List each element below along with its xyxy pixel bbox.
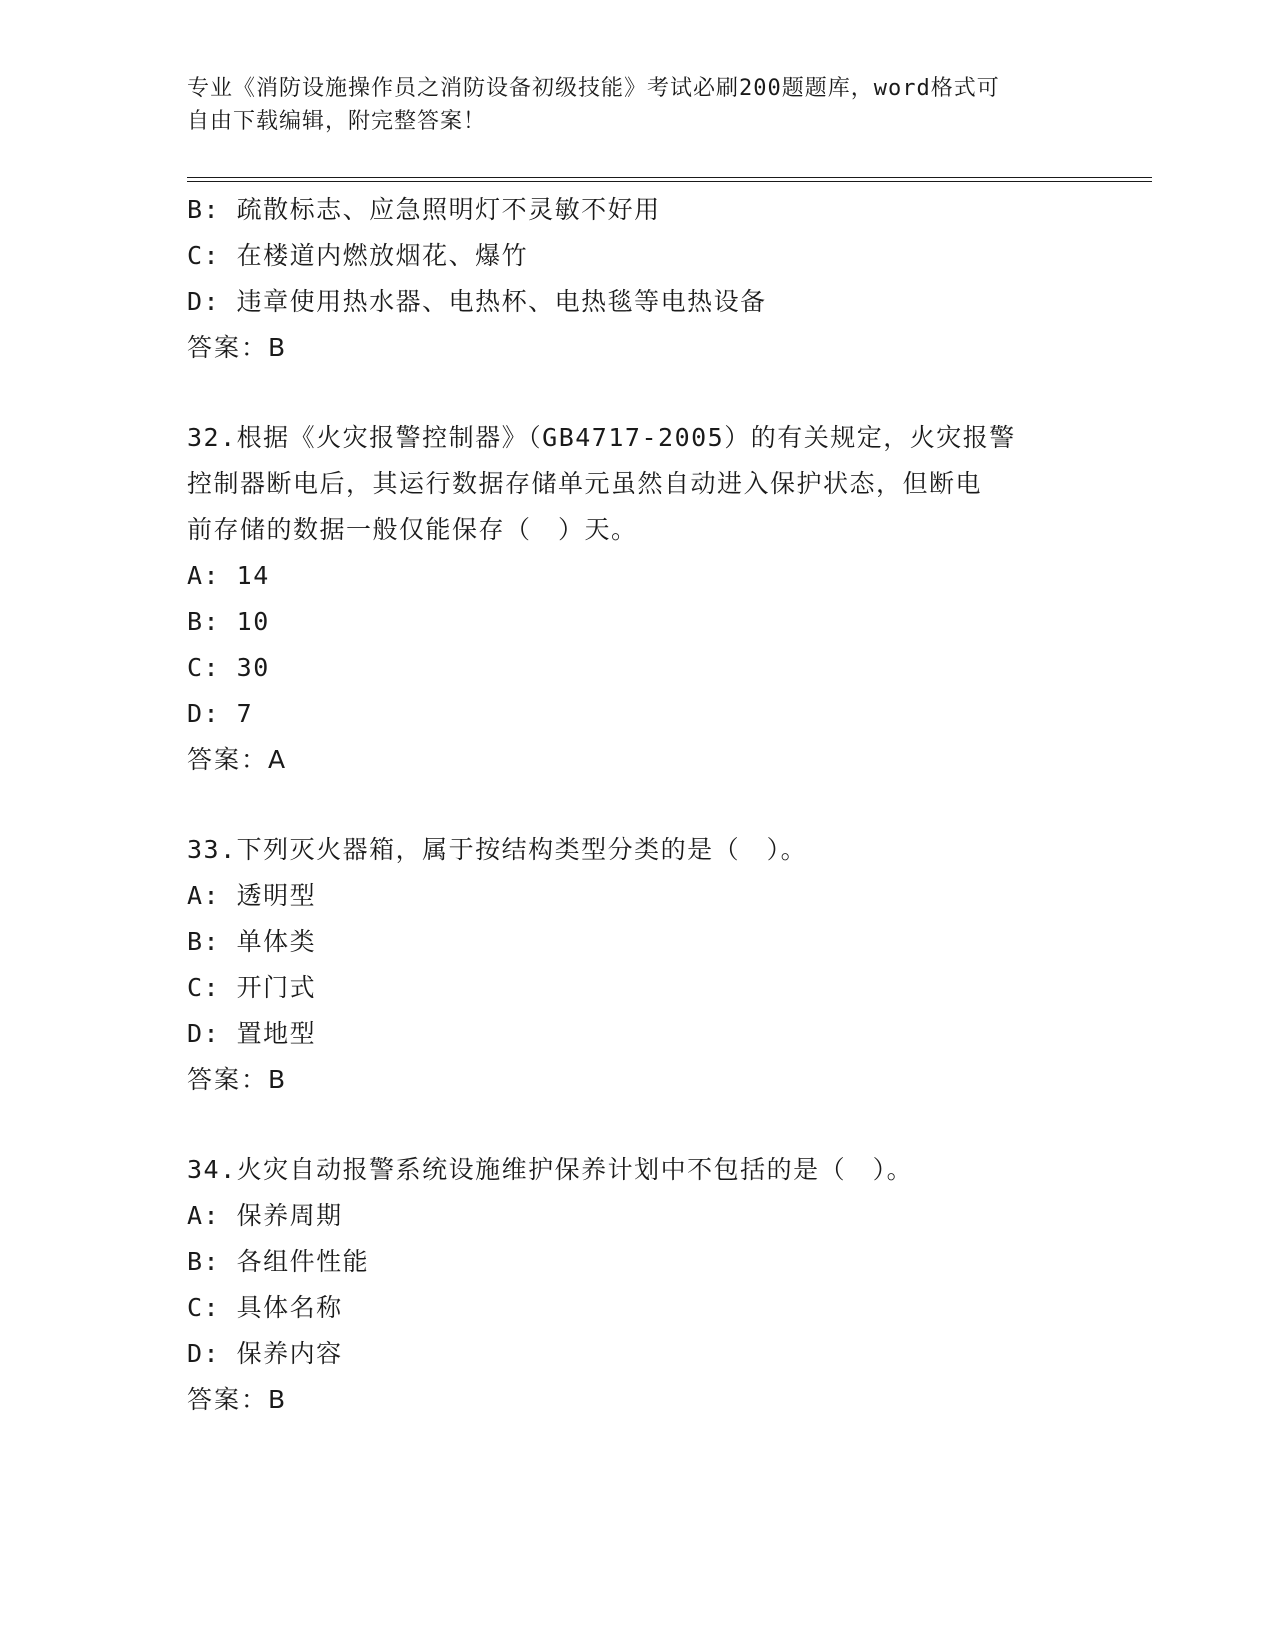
question-block [187,187,1067,371]
question-stem-line: 32.根据《火灾报警控制器》（GB4717-2005）的有关规定，火灾报警 [187,423,1016,452]
option-b: B: 10 [187,607,270,636]
option-a: A: 14 [187,561,270,590]
option-c: C: 开门式 [187,973,317,1002]
question-block [187,827,1067,1103]
header-double-rule [187,177,1152,182]
answer-line: 答案：B [187,1385,288,1414]
question-stem-line: 33.下列灭火器箱，属于按结构类型分类的是（ ）。 [187,835,808,864]
option-b: B: 单体类 [187,927,317,956]
option-d: D: 违章使用热水器、电热杯、电热毯等电热设备 [187,287,767,316]
option-b: B: 疏散标志、应急照明灯不灵敏不好用 [187,195,661,224]
answer-line: 答案：B [187,1065,288,1094]
option-d: D: 保养内容 [187,1339,343,1368]
option-d: D: 7 [187,699,254,728]
option-a: A: 透明型 [187,881,317,910]
document-header [187,72,1087,138]
option-c: C: 在楼道内燃放烟花、爆竹 [187,241,529,270]
question-stem [187,415,1067,553]
option-c: C: 具体名称 [187,1293,343,1322]
option-d: D: 置地型 [187,1019,317,1048]
answer-line: 答案：B [187,333,288,362]
question-stem-line: 34.火灾自动报警系统设施维护保养计划中不包括的是（ ）。 [187,1155,914,1184]
answer-line: 答案：A [187,745,288,774]
option-b: B: 各组件性能 [187,1247,370,1276]
option-a: A: 保养周期 [187,1201,343,1230]
option-c: C: 30 [187,653,270,682]
question-stem-line: 前存储的数据一般仅能保存（ ）天。 [187,515,638,544]
question-block [187,1147,1067,1423]
question-stem [187,1147,1067,1193]
question-list [187,187,1067,1423]
header-title-line-2: 自由下载编辑，附完整答案！ [187,109,487,134]
question-stem-line: 控制器断电后，其运行数据存储单元虽然自动进入保护状态，但断电 [187,469,983,498]
header-title-line-1: 专业《消防设施操作员之消防设备初级技能》考试必刷200题题库，word格式可 [187,76,1000,101]
question-stem [187,827,1067,873]
question-block [187,415,1067,783]
